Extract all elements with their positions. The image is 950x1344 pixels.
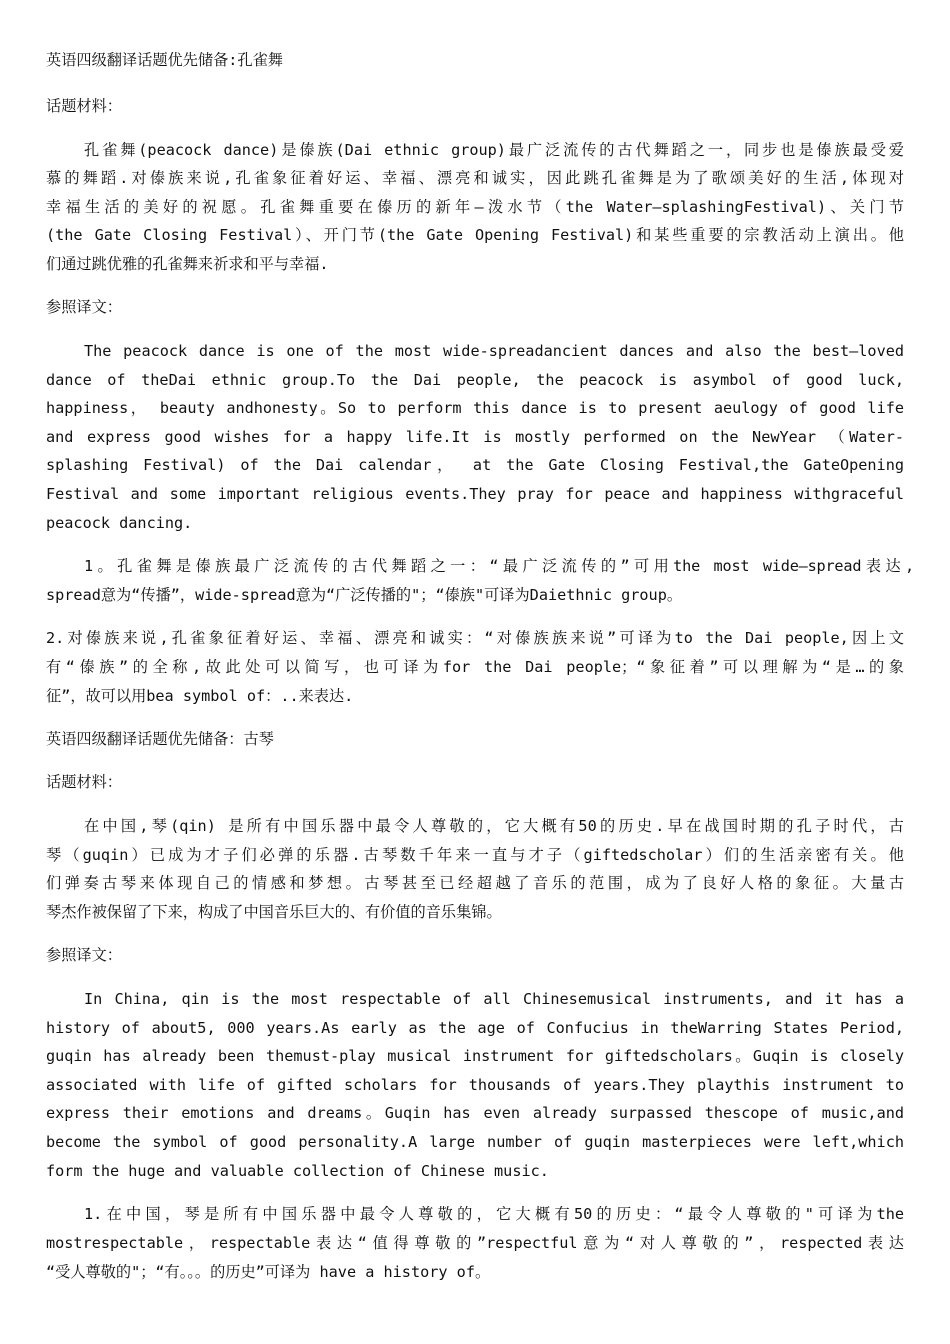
note-line: 有“傣族”的全称,故此处可以简写，也可译为for the Dai people；“象征着”可以理解为“是…的象: [46, 658, 904, 676]
material-line: (the Gate Closing Festival）、开门节(the Gate Opening Festival)和某些重要的宗教活动上演出。他: [46, 226, 904, 244]
reference-label: 参照译文：: [46, 946, 122, 964]
section-title: 英语四级翻译话题优先储备：古琴: [46, 730, 274, 748]
translation-line: form the huge and valuable collection of Chinese music.: [46, 1162, 549, 1180]
translation-line: associated with life of gifted scholars for thousands of years.They playthis instrument to: [46, 1076, 904, 1094]
section-title: 英语四级翻译话题优先储备:孔雀舞: [46, 51, 283, 69]
material-line: 琴（guqin）已成为才子们必弹的乐器.古琴数千年来一直与才子（giftedscholar）们的生活亲密有关。他: [46, 846, 904, 864]
translation-line: splashing Festival) of the Dai calendar， at the Gate Closing Festival,the GateOpening: [46, 456, 904, 474]
note-line: mostrespectable，respectable表达“值得尊敬的”respectful意为“对人尊敬的”，respected表达: [46, 1234, 904, 1252]
note-line: 征”，故可以用bea symbol of：..来表达.: [46, 687, 354, 705]
translation-line: peacock dancing.: [46, 514, 193, 532]
material-line: 在中国,琴(qin) 是所有中国乐器中最令人尊敬的，它大概有50的历史.早在战国时期的孔子时代，古: [84, 817, 904, 835]
note-line: 1.在中国，琴是所有中国乐器中最令人尊敬的，它大概有50的历史：“最令人尊敬的"可译为the: [84, 1205, 904, 1223]
material-line: 慕的舞蹈.对傣族来说,孔雀象征着好运、幸福、漂亮和诚实，因此跳孔雀舞是为了歌颂美好的生活,体现对: [46, 169, 904, 187]
material-line: 幸福生活的美好的祝愿。孔雀舞重要在傣历的新年—泼水节（the Water—splashingFestival)、关门节: [46, 198, 904, 216]
translation-line: guqin has already been themust-play musical instrument for giftedscholars。Guqin is closely: [46, 1047, 904, 1065]
translation-line: history of about5, 000 years.As early as the age of Confucius in theWarring States Period,: [46, 1019, 904, 1037]
translation-line: and express good wishes for a happy life.It is mostly performed on the NewYear （Water-: [46, 428, 904, 446]
note-line: spread意为“传播”，wide-spread意为“广泛传播的"；“傣族"可译为Daiethnic group。: [46, 586, 683, 604]
translation-line: In China, qin is the most respectable of all Chinesemusical instruments, and it has a: [84, 990, 904, 1008]
note-line: 2.对傣族来说,孔雀象征着好运、幸福、漂亮和诚实：“对傣族族来说”可译为to the Dai people,因上文: [46, 629, 904, 647]
translation-line: happiness， beauty andhonesty。So to perform this dance is to present aeulogy of good life: [46, 399, 904, 417]
material-line: 琴杰作被保留了下来，构成了中国音乐巨大的、有价值的音乐集锦。: [46, 903, 502, 921]
material-label: 话题材料：: [46, 773, 122, 791]
translation-line: express their emotions and dreams。Guqin has even already surpassed thescope of music,and: [46, 1104, 904, 1122]
note-line: “受人尊敬的"；“有。。。的历史”可译为 have a history of。: [46, 1263, 491, 1281]
reference-label: 参照译文：: [46, 298, 122, 316]
translation-line: become the symbol of good personality.A large number of guqin masterpieces were left,which: [46, 1133, 904, 1151]
material-label: 话题材料：: [46, 97, 122, 115]
translation-line: Festival and some important religious events.They pray for peace and happiness withgraceful: [46, 485, 904, 503]
translation-line: dance of theDai ethnic group.To the Dai people, the peacock is asymbol of good luck,: [46, 371, 904, 389]
material-line: 们弹奏古琴来体现自己的情感和梦想。古琴甚至已经超越了音乐的范围，成为了良好人格的象征。大量古: [46, 874, 904, 892]
material-line: 孔雀舞(peacock dance)是傣族(Dai ethnic group)最广泛流传的古代舞蹈之一，同步也是傣族最受爱: [84, 141, 904, 159]
translation-line: The peacock dance is one of the most wide-spreadancient dances and also the best—loved: [84, 342, 904, 360]
material-line: 们通过跳优雅的孔雀舞来祈求和平与幸福.: [46, 255, 329, 273]
note-line: 1。孔雀舞是傣族最广泛流传的古代舞蹈之一：“最广泛流传的”可用the most wide—spread表达,: [84, 557, 914, 575]
